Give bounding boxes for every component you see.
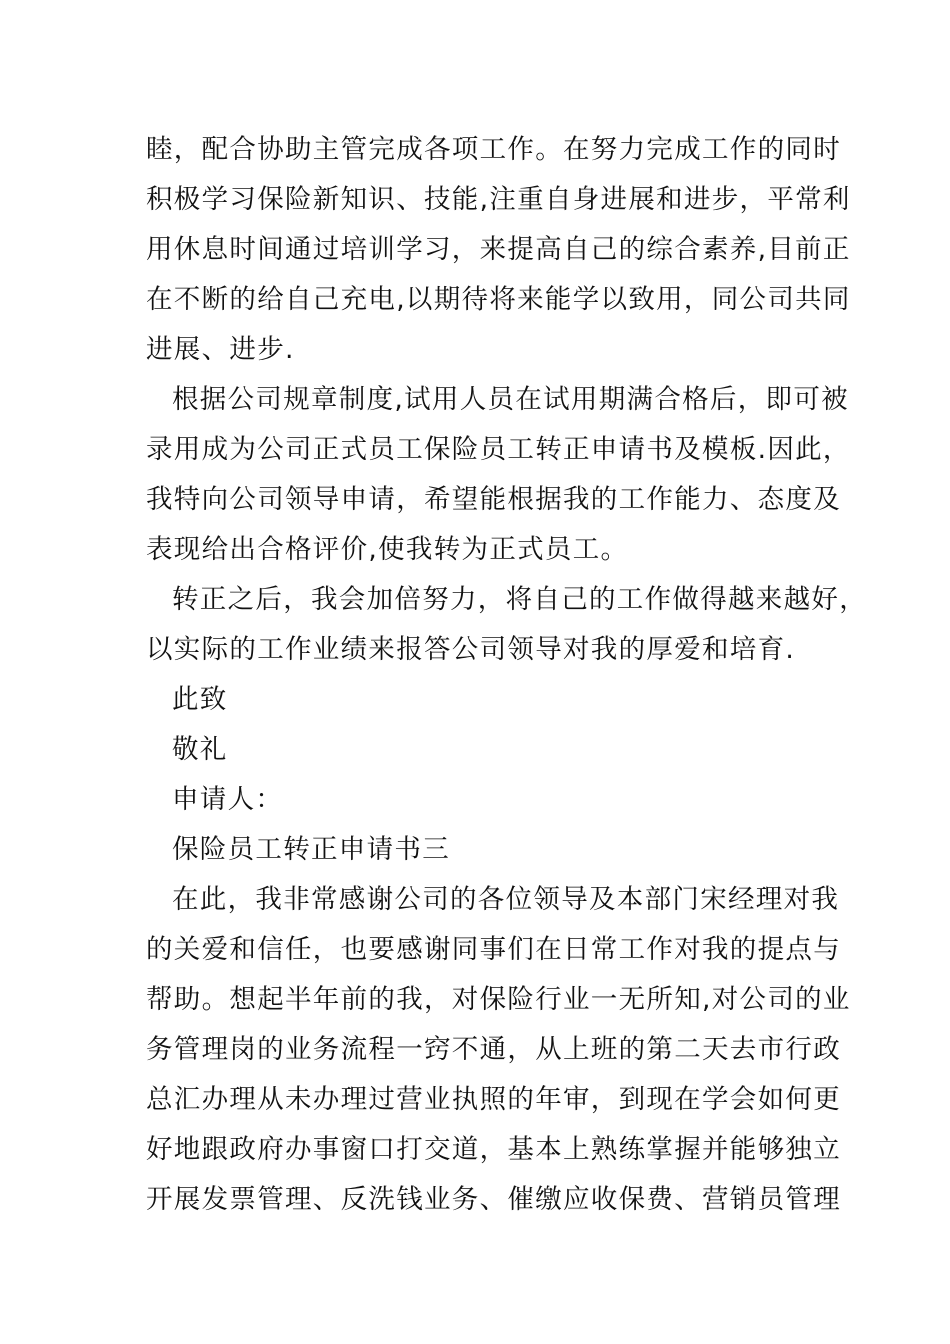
body-line-11: 以实际的工作业绩来报答公司领导对我的厚爱和培育. bbox=[146, 634, 796, 665]
body-line-1: 睦，配合协助主管完成各项工作。在努力完成工作的同时 bbox=[146, 134, 841, 165]
body-line-20: 总汇办理从未办理过营业执照的年审，到现在学会如何更 bbox=[146, 1084, 841, 1115]
body-line-21: 好地跟政府办事窗口打交道，基本上熟练掌握并能够独立 bbox=[146, 1134, 841, 1165]
body-line-3: 用休息时间通过培训学习，来提高自己的综合素养,目前正 bbox=[146, 234, 851, 265]
paragraph-start-line: 根据公司规章制度,试用人员在试用期满合格后，即可被 bbox=[172, 384, 849, 415]
body-line-7: 录用成为公司正式员工保险员工转正申请书及模板.因此， bbox=[146, 434, 851, 465]
section-title: 保险员工转正申请书三 bbox=[172, 834, 450, 865]
paragraph-start-line: 转正之后，我会加倍努力，将自己的工作做得越来越好， bbox=[172, 584, 867, 615]
body-line-2: 积极学习保险新知识、技能,注重自身进展和进步，平常利 bbox=[146, 184, 851, 215]
body-line-4: 在不断的给自己充电,以期待将来能学以致用，同公司共同 bbox=[146, 284, 851, 315]
body-line-17: 的关爱和信任，也要感谢同事们在日常工作对我的提点与 bbox=[146, 934, 841, 965]
body-line-19: 务管理岗的业务流程一窍不通，从上班的第二天去市行政 bbox=[146, 1034, 841, 1065]
body-line-8: 我特向公司领导申请，希望能根据我的工作能力、态度及 bbox=[146, 484, 841, 515]
body-line-5: 进展、进步. bbox=[146, 334, 295, 365]
closing-salutation: 此致 bbox=[172, 684, 228, 715]
applicant-label: 申请人： bbox=[172, 784, 284, 815]
paragraph-start-line: 在此，我非常感谢公司的各位领导及本部门宋经理对我 bbox=[172, 884, 840, 915]
body-line-9: 表现给出合格评价,使我转为正式员工。 bbox=[146, 534, 629, 565]
body-line-18: 帮助。想起半年前的我，对保险行业一无所知,对公司的业 bbox=[146, 984, 851, 1015]
body-line-22: 开展发票管理、反洗钱业务、催缴应收保费、营销员管理 bbox=[146, 1184, 841, 1215]
closing-regards: 敬礼 bbox=[172, 734, 228, 765]
